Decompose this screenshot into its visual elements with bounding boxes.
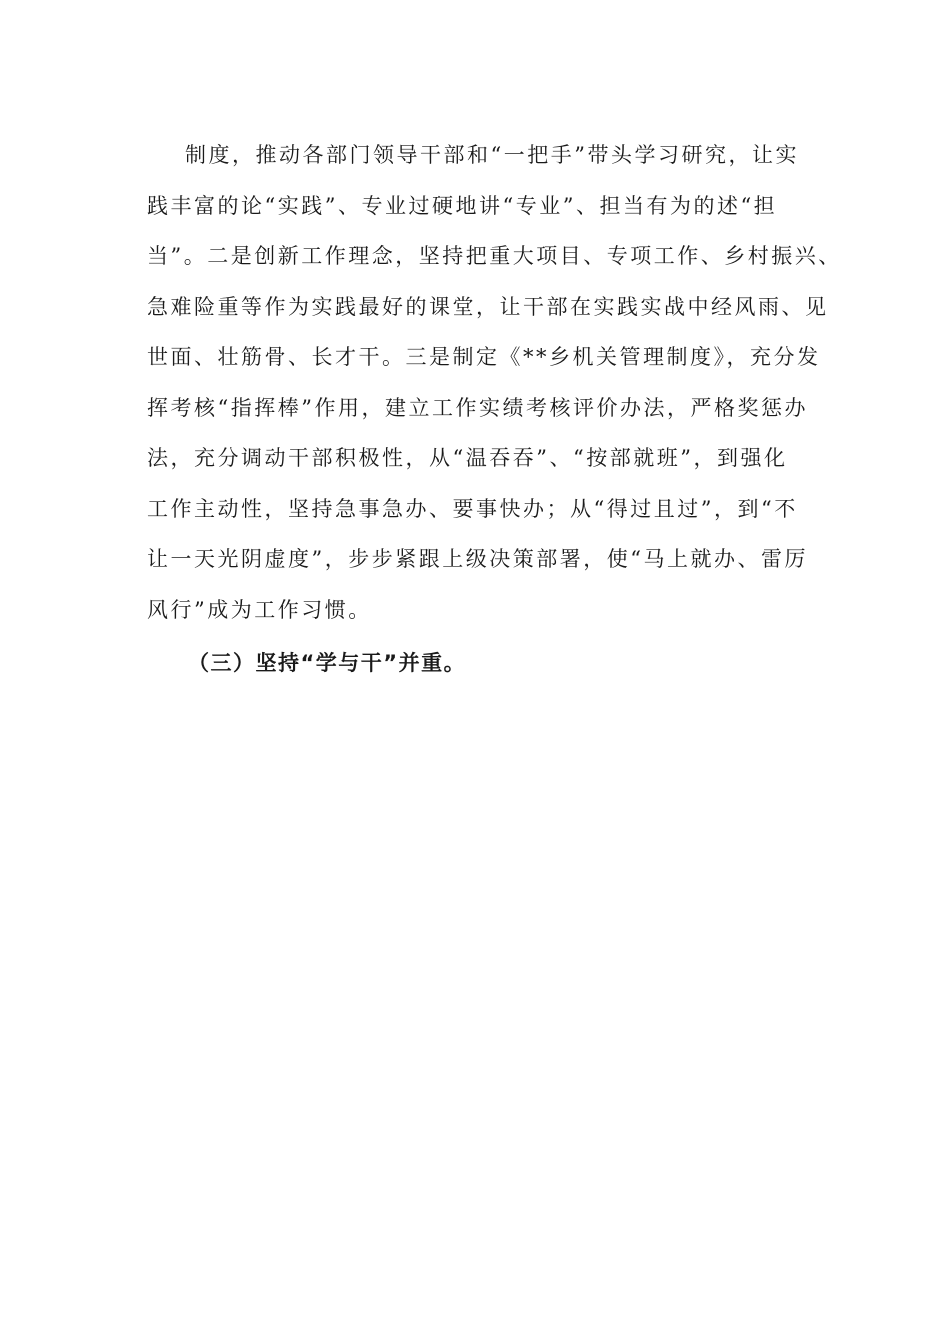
paragraph-line: 当”。二是创新工作理念，坚持把重大项目、专项工作、乡村振兴、 [147, 244, 842, 268]
paragraph-line: 挥考核“指挥棒”作用，建立工作实绩考核评价办法，严格奖惩办 [147, 395, 808, 420]
section-heading: （三）坚持“学与干”并重。 [188, 651, 467, 675]
body-paragraph [147, 130, 842, 635]
paragraph-line: 法，充分调动干部积极性，从“温吞吞”、“按部就班”，到强化 [147, 446, 788, 470]
paragraph-line: 工作主动性，坚持急事急办、要事快办；从“得过且过”，到“不 [147, 496, 798, 521]
paragraph-line: 让一天光阴虚度”，步步紧跟上级决策部署，使“马上就办、雷厉 [147, 547, 808, 571]
paragraph-line: 践丰富的论“实践”、专业过硬地讲“专业”、担当有为的述“担 [147, 193, 778, 218]
paragraph-line: 风行”成为工作习惯。 [147, 597, 372, 622]
paragraph-line: 急难险重等作为实践最好的课堂，让干部在实践实战中经风雨、见 [147, 294, 829, 319]
paragraph-line: 世面、壮筋骨、长才干。三是制定《**乡机关管理制度》，充分发 [147, 345, 821, 369]
paragraph-line: 制度，推动各部门领导干部和“一把手”带头学习研究，让实 [185, 143, 799, 167]
